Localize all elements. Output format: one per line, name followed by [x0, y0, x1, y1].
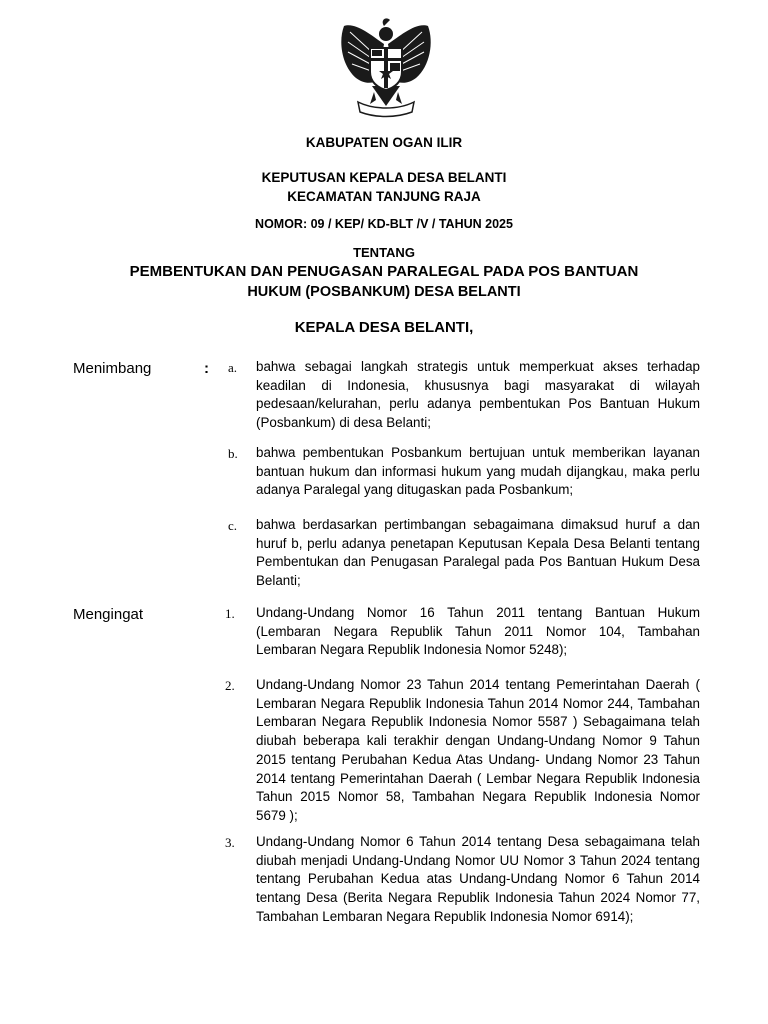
decree-title-line1: KEPUTUSAN KEPALA DESA BELANTI: [261, 170, 507, 185]
subject-line1: PEMBENTUKAN DAN PENUGASAN PARALEGAL PADA POS BANTUAN: [129, 263, 639, 280]
subject-line2: HUKUM (POSBANKUM) DESA BELANTI: [247, 284, 521, 300]
menimbang-mark-b: b.: [228, 446, 238, 461]
menimbang-item-b: bahwa pembentukan Posbankum bertujuan untuk memberikan layanan bantuan hukum dan informasi hukum yang mudah dijangkau, maka perlu adanya Paralegal yang ditugaskan pada Posbankum;: [256, 445, 700, 498]
mengingat-item-2: Undang-Undang Nomor 23 Tahun 2014 tentang Pemerintahan Daerah ( Lembaran Negara Republik Indonesia Tahun 2014 Nomor 244, Tambahan Lembaran Negara Republik Indonesia Nomor 5587 ) Sebagaimana telah diubah beberapa kali terakhir dengan Undang-Undang Nomor 9 Tahun 2015 tentang Perubahan Kedua Atas Undang- Undang Nomor 23 Tahun 2014 tentang Pemerintahan Daerah ( Lembar Negara Republik Indonesia Tahun 2015 Nomor 58, Tambahan Negara Republik Indonesia Nomor 5679 );: [256, 677, 700, 823]
garuda-emblem: [334, 14, 438, 118]
menimbang-item-a: bahwa sebagai langkah strategis untuk memperkuat akses terhadap keadilan di Indonesia, khususnya bagi masyarakat di wilayah pedesaan/kelurahan, perlu adanya pembentukan Pos Bantuan Hukum (Posbankum) di desa Belanti;: [256, 359, 700, 431]
decree-number: NOMOR: 09 / KEP/ KD-BLT /V / TAHUN 2025: [255, 217, 513, 231]
menimbang-mark-c: c.: [228, 518, 238, 533]
mengingat-mark-2: 2.: [225, 678, 235, 693]
menimbang-item-c: bahwa berdasarkan pertimbangan sebagaimana dimaksud huruf a dan huruf b, perlu adanya penetapan Keputusan Kepala Desa Belanti tentang Pembentukan dan Penugasan Paralegal pada Pos Bantuan Hukum Desa Belanti;: [256, 517, 700, 589]
mengingat-item-1: Undang-Undang Nomor 16 Tahun 2011 tentang Bantuan Hukum (Lembaran Negara Republik Tahun 2011 Nomor 104, Tambahan Lembaran Negara Republik Indonesia Nomor 5248);: [256, 605, 700, 658]
regency-title: KABUPATEN OGAN ILIR: [305, 135, 463, 150]
menimbang-colon: :: [204, 360, 209, 377]
mengingat-mark-3: 3.: [225, 835, 235, 850]
menimbang-label: Menimbang: [73, 360, 152, 377]
mengingat-mark-1: 1.: [225, 606, 235, 621]
mengingat-item-3: Undang-Undang Nomor 6 Tahun 2014 tentang Desa sebagaimana telah diubah menjadi Undang-Undang Nomor UU Nomor 3 Tahun 2024 tentang tentang Perubahan Kedua atas Undang-Undang Nomor 6 Tahun 2014 tentang Desa (Berita Negara Republik Indonesia Tahun 2024 Nomor 77, Tambahan Lembaran Negara Republik Indonesia Nomor 6914);: [256, 834, 700, 924]
decree-title-line2: KECAMATAN TANJUNG RAJA: [287, 189, 481, 204]
about-heading: TENTANG: [353, 245, 415, 260]
authority-heading: KEPALA DESA BELANTI,: [294, 319, 474, 336]
mengingat-label: Mengingat: [73, 606, 144, 623]
menimbang-mark-a: a.: [228, 360, 238, 375]
